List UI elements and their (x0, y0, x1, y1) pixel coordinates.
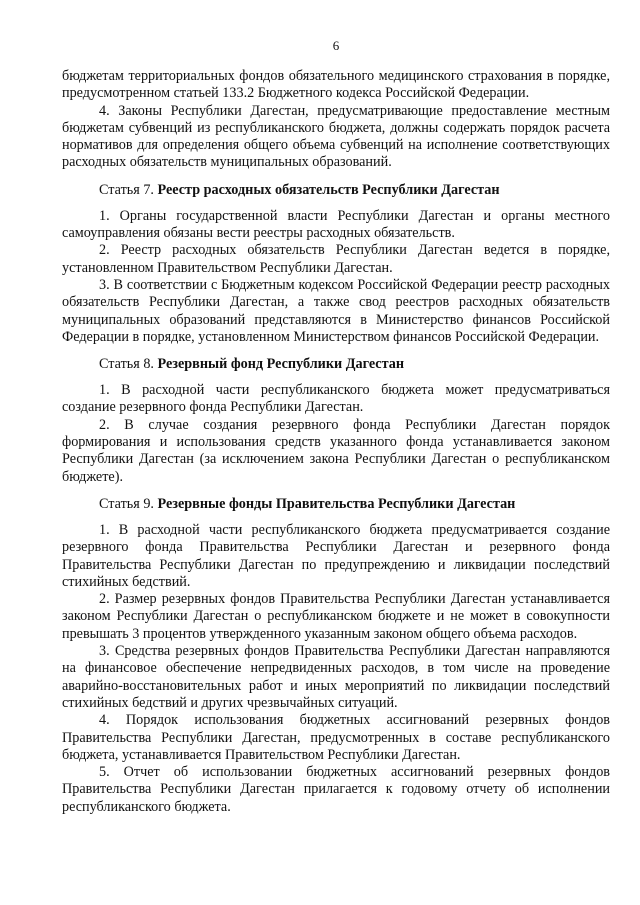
article-number: Статья 7. (99, 181, 154, 198)
article-title: Реестр расходных обязательств Республики Дагестан (157, 181, 500, 198)
article-paragraph: 1. В расходной части республиканского бюджета может предусматриваться создание резервного фонда Республики Дагестан. (62, 382, 610, 416)
article-number: Статья 9. (99, 495, 154, 512)
intro-paragraph: 4. Законы Республики Дагестан, предусматривающие предоставление местным бюджетам субвенций из республиканского бюджета, должны содержать порядок расчета нормативов для определения общего объема субвенций на исполнение соответствующих расходных обязательств муниципальных образований. (62, 102, 610, 171)
article-heading (62, 356, 610, 373)
article-paragraph: 3. Средства резервных фондов Правительства Республики Дагестан направляются на финансовое обеспечение непредвиденных расходов, в том числе на проведение аварийно-восстановительных работ и иных мероприятий по ликвидации последствий стихийных бедствий и других чрезвычайных ситуаций. (62, 643, 610, 711)
article-heading (62, 182, 610, 199)
article-paragraph: 1. В расходной части республиканского бюджета предусматривается создание резервного фонда Правительства Республики Дагестан и резервного фонда Правительства Республики Дагестан по предупреждению и ликвидации последствий стихийных бедствий. (62, 521, 610, 590)
article-paragraph: 3. В соответствии с Бюджетным кодексом Российской Федерации реестр расходных обязательств Республики Дагестан, а также свод реестров расходных обязательств муниципальных образований представляются в Министерство финансов Российской Федерации в порядке, установленном Министерством финансов Российской Федерации. (62, 276, 610, 345)
page-number: 6 (332, 38, 340, 53)
article-paragraph: 4. Порядок использования бюджетных ассигнований резервных фондов Правительства Республики Дагестан, предусмотренных в составе республиканского бюджета, устанавливается Правительством Республики Дагестан. (62, 712, 610, 763)
article-paragraph: 5. Отчет об использовании бюджетных ассигнований резервных фондов Правительства Республики Дагестан прилагается к годовому отчету об исполнении республиканского бюджета. (62, 764, 610, 815)
intro-paragraph-continued: бюджетам территориальных фондов обязательного медицинского страхования в порядке, предусмотренном статьей 133.2 Бюджетного кодекса Российской Федерации. (62, 68, 610, 102)
article-heading (62, 496, 610, 513)
article-paragraph: 1. Органы государственной власти Республики Дагестан и органы местного самоуправления обязаны вести реестры расходных обязательств. (62, 207, 610, 242)
article-title: Резервный фонд Республики Дагестан (157, 356, 405, 373)
article-paragraph: 2. В случае создания резервного фонда Республики Дагестан порядок формирования и использования средств указанного фонда устанавливается законом Республики Дагестан (за исключением закона Республики Дагестан о республиканском бюджете). (62, 416, 610, 485)
article-paragraph: 2. Реестр расходных обязательств Республики Дагестан ведется в порядке, установленном Правительством Республики Дагестан. (62, 242, 610, 276)
article-title: Резервные фонды Правительства Республики Дагестан (157, 495, 516, 512)
article-number: Статья 8. (99, 356, 154, 373)
article-paragraph: 2. Размер резервных фондов Правительства Республики Дагестан устанавливается законом Республики Дагестан о республиканском бюджете и не может в совокупности превышать 3 процентов утвержденного указанным законом общего объема расходов. (62, 591, 610, 642)
